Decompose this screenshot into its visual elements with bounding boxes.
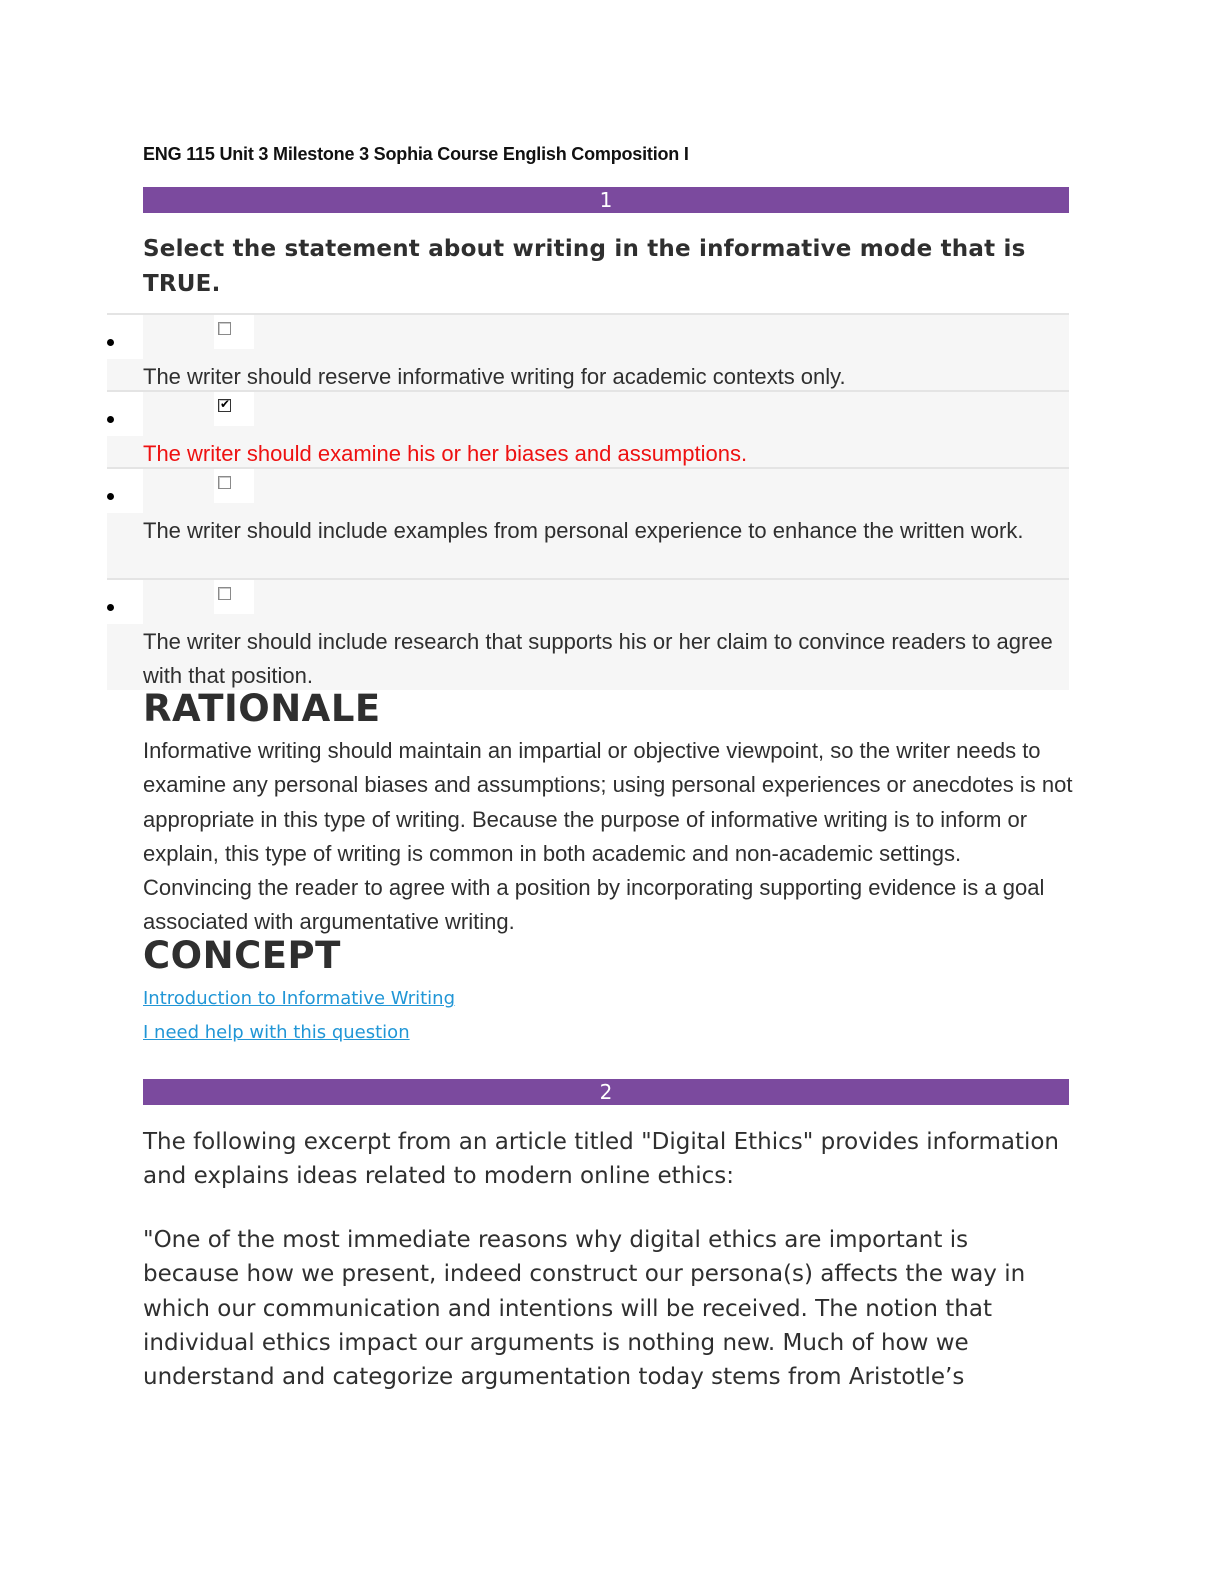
question-number-bar: 2 <box>143 1079 1069 1105</box>
answer-option[interactable] <box>107 578 1069 690</box>
answer-option[interactable] <box>107 313 1069 391</box>
question-excerpt: "One of the most immediate reasons why digital ethics are important is because how we present, indeed construct our persona(s) affects the way in which our communication and intentions will be received. The notion that individual ethics impact our arguments is nothing new. Much of how we understand and categorize argumentation today stems from Aristotle’s <box>143 1227 1026 1391</box>
option-text-correct: The writer should examine his or her biases and assumptions. <box>143 441 748 466</box>
bullet-icon <box>107 493 114 500</box>
checkmark-icon: ✔ <box>220 397 231 411</box>
option-checkbox[interactable] <box>218 587 231 600</box>
option-checkbox[interactable] <box>218 322 231 335</box>
bullet-icon <box>107 339 114 346</box>
option-checkbox-checked[interactable] <box>218 399 231 412</box>
document-title: ENG 115 Unit 3 Milestone 3 Sophia Course English Composition I <box>143 144 689 164</box>
option-checkbox[interactable] <box>218 476 231 489</box>
rationale-heading: RATIONALE <box>143 687 381 730</box>
question-prompt: Select the statement about writing in the informative mode that is TRUE. <box>143 236 1026 297</box>
question-number-bar: 1 <box>143 187 1069 213</box>
answer-option-selected[interactable] <box>107 390 1069 468</box>
option-text: The writer should reserve informative writing for academic contexts only. <box>143 364 846 389</box>
option-text: The writer should include examples from personal experience to enhance the written work. <box>143 518 1024 543</box>
bullet-icon <box>107 416 114 423</box>
option-text: The writer should include research that supports his or her claim to convince readers to agree with that position. <box>143 629 1053 688</box>
rationale-text: Informative writing should maintain an impartial or objective viewpoint, so the writer needs to examine any personal biases and assumptions; using personal experiences or anecdotes is not appropriate in this type of writing. Because the purpose of informative writing is to inform or explain, this type of writing is common in both academic and non-academic settings. Convincing the reader to agree with a position by incorporating supporting evidence is a goal associated with argumentative writing. <box>143 738 1073 935</box>
answer-option[interactable] <box>107 467 1069 579</box>
help-link[interactable]: I need help with this question <box>143 1022 410 1043</box>
question-intro: The following excerpt from an article titled "Digital Ethics" provides information and explains ideas related to modern online ethics: <box>143 1129 1060 1190</box>
bullet-icon <box>107 604 114 611</box>
concept-link[interactable]: Introduction to Informative Writing <box>143 988 456 1009</box>
concept-heading: CONCEPT <box>143 934 341 977</box>
